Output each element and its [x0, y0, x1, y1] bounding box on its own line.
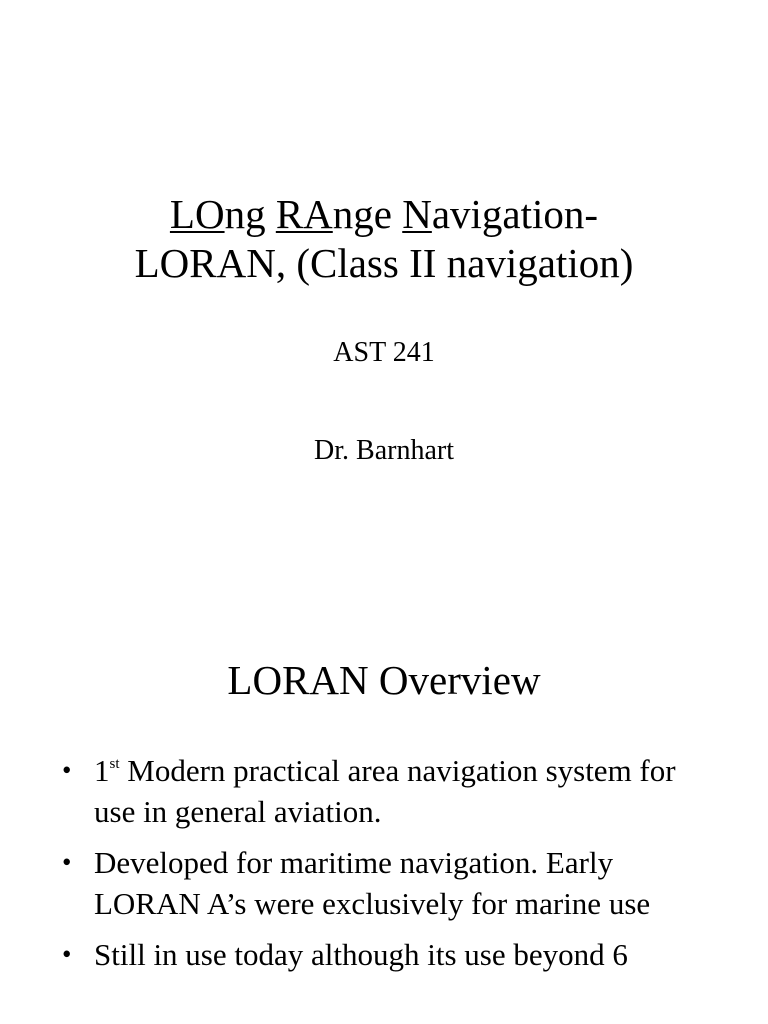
bullet-text-prefix: 1: [94, 753, 110, 788]
title-text-nge: nge: [332, 191, 403, 237]
bullet-text-superscript: st: [109, 756, 120, 772]
bullet-item: [0, 842, 768, 924]
presentation-title: [0, 190, 768, 288]
title-text-avigation: avigation-: [431, 191, 599, 237]
title-text-ng: ng: [224, 191, 276, 237]
bullet-icon: •: [62, 939, 72, 969]
instructor-name: Dr. Barnhart: [314, 435, 454, 466]
bullet-text: Developed for maritime navigation. Early LORAN A’s were exclusively for marine use: [94, 845, 651, 921]
bullet-icon: •: [62, 847, 72, 877]
title-acronym-n: N: [402, 191, 432, 237]
bullet-text: Modern practical area navigation system for use in general aviation.: [94, 753, 676, 829]
course-code: AST 241: [333, 337, 435, 368]
bullet-text: Still in use today although its use beyond 6: [94, 937, 628, 972]
bullet-item: [0, 750, 768, 832]
overview-title: LORAN Overview: [227, 657, 541, 703]
title-acronym-ra: RA: [275, 191, 333, 237]
bullet-icon: •: [62, 755, 72, 785]
title-line-1: [0, 190, 768, 239]
overview-bullet-list: [0, 750, 768, 985]
title-line-2: LORAN, (Class II navigation): [134, 240, 634, 287]
title-acronym-lo: LO: [169, 191, 225, 237]
bullet-item: [0, 934, 768, 975]
overview-slide: [0, 612, 768, 1024]
